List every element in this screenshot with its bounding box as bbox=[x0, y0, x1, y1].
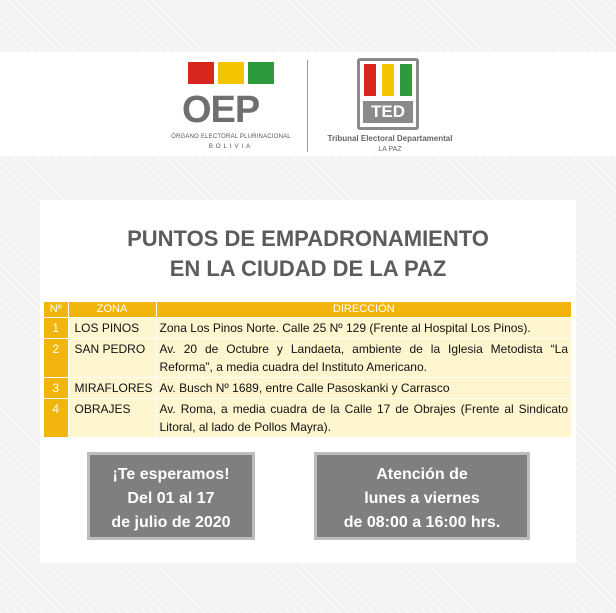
table-header-row bbox=[44, 302, 572, 317]
logo-divider bbox=[307, 60, 308, 152]
row-address: Av. Roma, a media cuadra de la Calle 17 de Obrajes (Frente al Sindicato Litoral, al lado de Pollos Mayra). bbox=[156, 398, 571, 437]
dates-line-3: de julio de 2020 bbox=[111, 514, 231, 531]
row-address: Av. 20 de Octubre y Landaeta, ambiente de la Iglesia Metodista “La Reforma”, a media cuadra del Instituto Americano. bbox=[156, 338, 571, 377]
registration-points-table bbox=[44, 302, 572, 437]
yellow-square bbox=[218, 62, 244, 84]
table-row bbox=[44, 338, 572, 377]
row-number: 2 bbox=[44, 338, 68, 377]
oep-wordmark: OEP bbox=[182, 89, 260, 131]
row-number: 1 bbox=[44, 317, 68, 338]
hours-box bbox=[314, 452, 530, 540]
table-row bbox=[44, 377, 572, 398]
green-bar bbox=[400, 64, 412, 96]
table-row bbox=[44, 398, 572, 437]
row-zone: LOS PINOS bbox=[68, 317, 156, 338]
ted-frame bbox=[357, 58, 419, 130]
oep-country: BOLIVIA bbox=[208, 144, 254, 150]
row-zone: SAN PEDRO bbox=[68, 338, 156, 377]
ted-wordmark: TED bbox=[363, 101, 413, 123]
title-line-1: PUNTOS DE EMPADRONAMIENTO bbox=[127, 226, 489, 251]
oep-logo bbox=[168, 60, 294, 156]
title-line-2: EN LA CIUDAD DE LA PAZ bbox=[169, 256, 447, 281]
ted-city: LA PAZ bbox=[378, 146, 402, 153]
ted-logo bbox=[320, 58, 460, 156]
row-zone: OBRAJES bbox=[68, 398, 156, 437]
dates-line-1: ¡Te esperamos! bbox=[112, 466, 230, 483]
oep-subtitle: ÓRGANO ELECTORAL PLURINACIONAL bbox=[171, 134, 291, 140]
yellow-bar bbox=[382, 64, 394, 96]
red-bar bbox=[364, 64, 376, 96]
hours-line-3: de 08:00 a 16:00 hrs. bbox=[343, 514, 501, 531]
row-number: 4 bbox=[44, 398, 68, 437]
hours-line-2: lunes a viernes bbox=[364, 490, 480, 507]
header-number: Nº bbox=[44, 302, 68, 317]
header-zone: ZONA bbox=[68, 302, 156, 317]
row-address: Av. Busch Nº 1689, entre Calle Pasoskanki y Carrasco bbox=[156, 377, 571, 398]
dates-line-2: Del 01 al 17 bbox=[127, 490, 215, 507]
dates-box bbox=[87, 452, 255, 540]
row-address: Zona Los Pinos Norte. Calle 25 Nº 129 (Frente al Hospital Los Pinos). bbox=[156, 317, 571, 338]
red-square bbox=[188, 62, 214, 84]
row-zone: MIRAFLORES bbox=[68, 377, 156, 398]
header-banner bbox=[0, 52, 616, 156]
green-square bbox=[248, 62, 274, 84]
table-row bbox=[44, 317, 572, 338]
ted-subtitle: Tribunal Electoral Departamental bbox=[327, 134, 453, 143]
header-address: DIRECCIÓN bbox=[156, 302, 571, 317]
page-title bbox=[40, 224, 576, 284]
hours-line-1: Atención de bbox=[376, 466, 468, 483]
info-card bbox=[40, 200, 576, 563]
row-number: 3 bbox=[44, 377, 68, 398]
